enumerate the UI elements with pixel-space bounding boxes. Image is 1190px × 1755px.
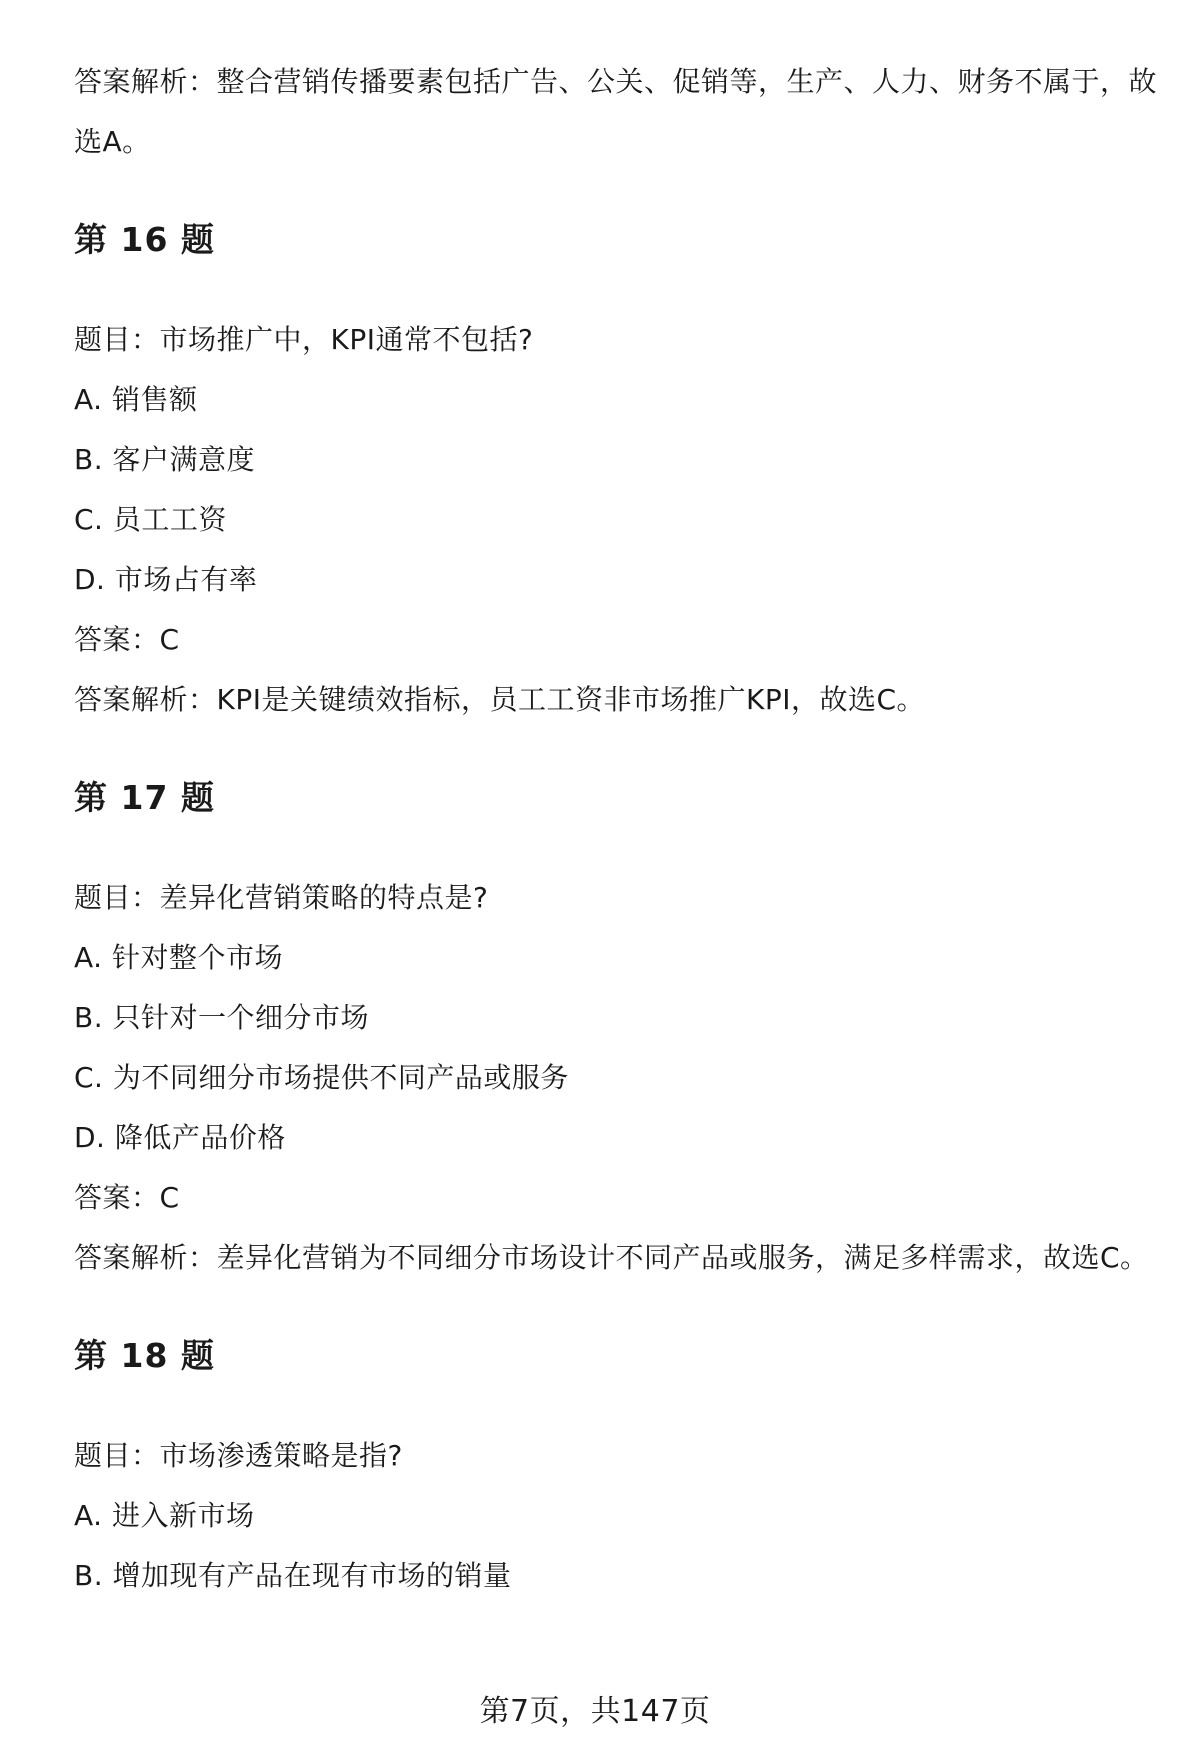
answer: 答案：C	[74, 623, 180, 656]
option-a: A. 进入新市场	[74, 1499, 255, 1532]
question-heading: 第 17 题	[74, 778, 215, 817]
option-b: B. 客户满意度	[74, 443, 256, 476]
page-content	[74, 52, 1164, 1606]
option-c: C. 员工工资	[74, 503, 227, 536]
q15-analysis: 答案解析：整合营销传播要素包括广告、公关、促销等，生产、人力、财务不属于，故选A。	[74, 65, 1158, 158]
question-stem: 题目：市场渗透策略是指?	[74, 1439, 403, 1472]
option-a: A. 针对整个市场	[74, 941, 283, 974]
page-number: 第7页，共147页	[479, 1694, 711, 1729]
question-heading: 第 16 题	[74, 220, 215, 259]
option-d: D. 市场占有率	[74, 563, 258, 596]
answer-analysis: 答案解析：KPI是关键绩效指标，员工工资非市场推广KPI，故选C。	[74, 683, 926, 716]
option-a: A. 销售额	[74, 383, 198, 416]
question-16	[74, 210, 1164, 730]
option-d: D. 降低产品价格	[74, 1121, 286, 1154]
question-heading: 第 18 题	[74, 1336, 215, 1375]
answer-analysis: 答案解析：差异化营销为不同细分市场设计不同产品或服务，满足多样需求，故选C。	[74, 1241, 1149, 1274]
option-c: C. 为不同细分市场提供不同产品或服务	[74, 1061, 569, 1094]
question-stem: 题目：市场推广中，KPI通常不包括?	[74, 323, 534, 356]
question-18	[74, 1326, 1164, 1606]
question-stem: 题目：差异化营销策略的特点是?	[74, 881, 489, 914]
question-17	[74, 768, 1164, 1288]
answer: 答案：C	[74, 1181, 180, 1214]
option-b: B. 增加现有产品在现有市场的销量	[74, 1559, 512, 1592]
option-b: B. 只针对一个细分市场	[74, 1001, 370, 1034]
